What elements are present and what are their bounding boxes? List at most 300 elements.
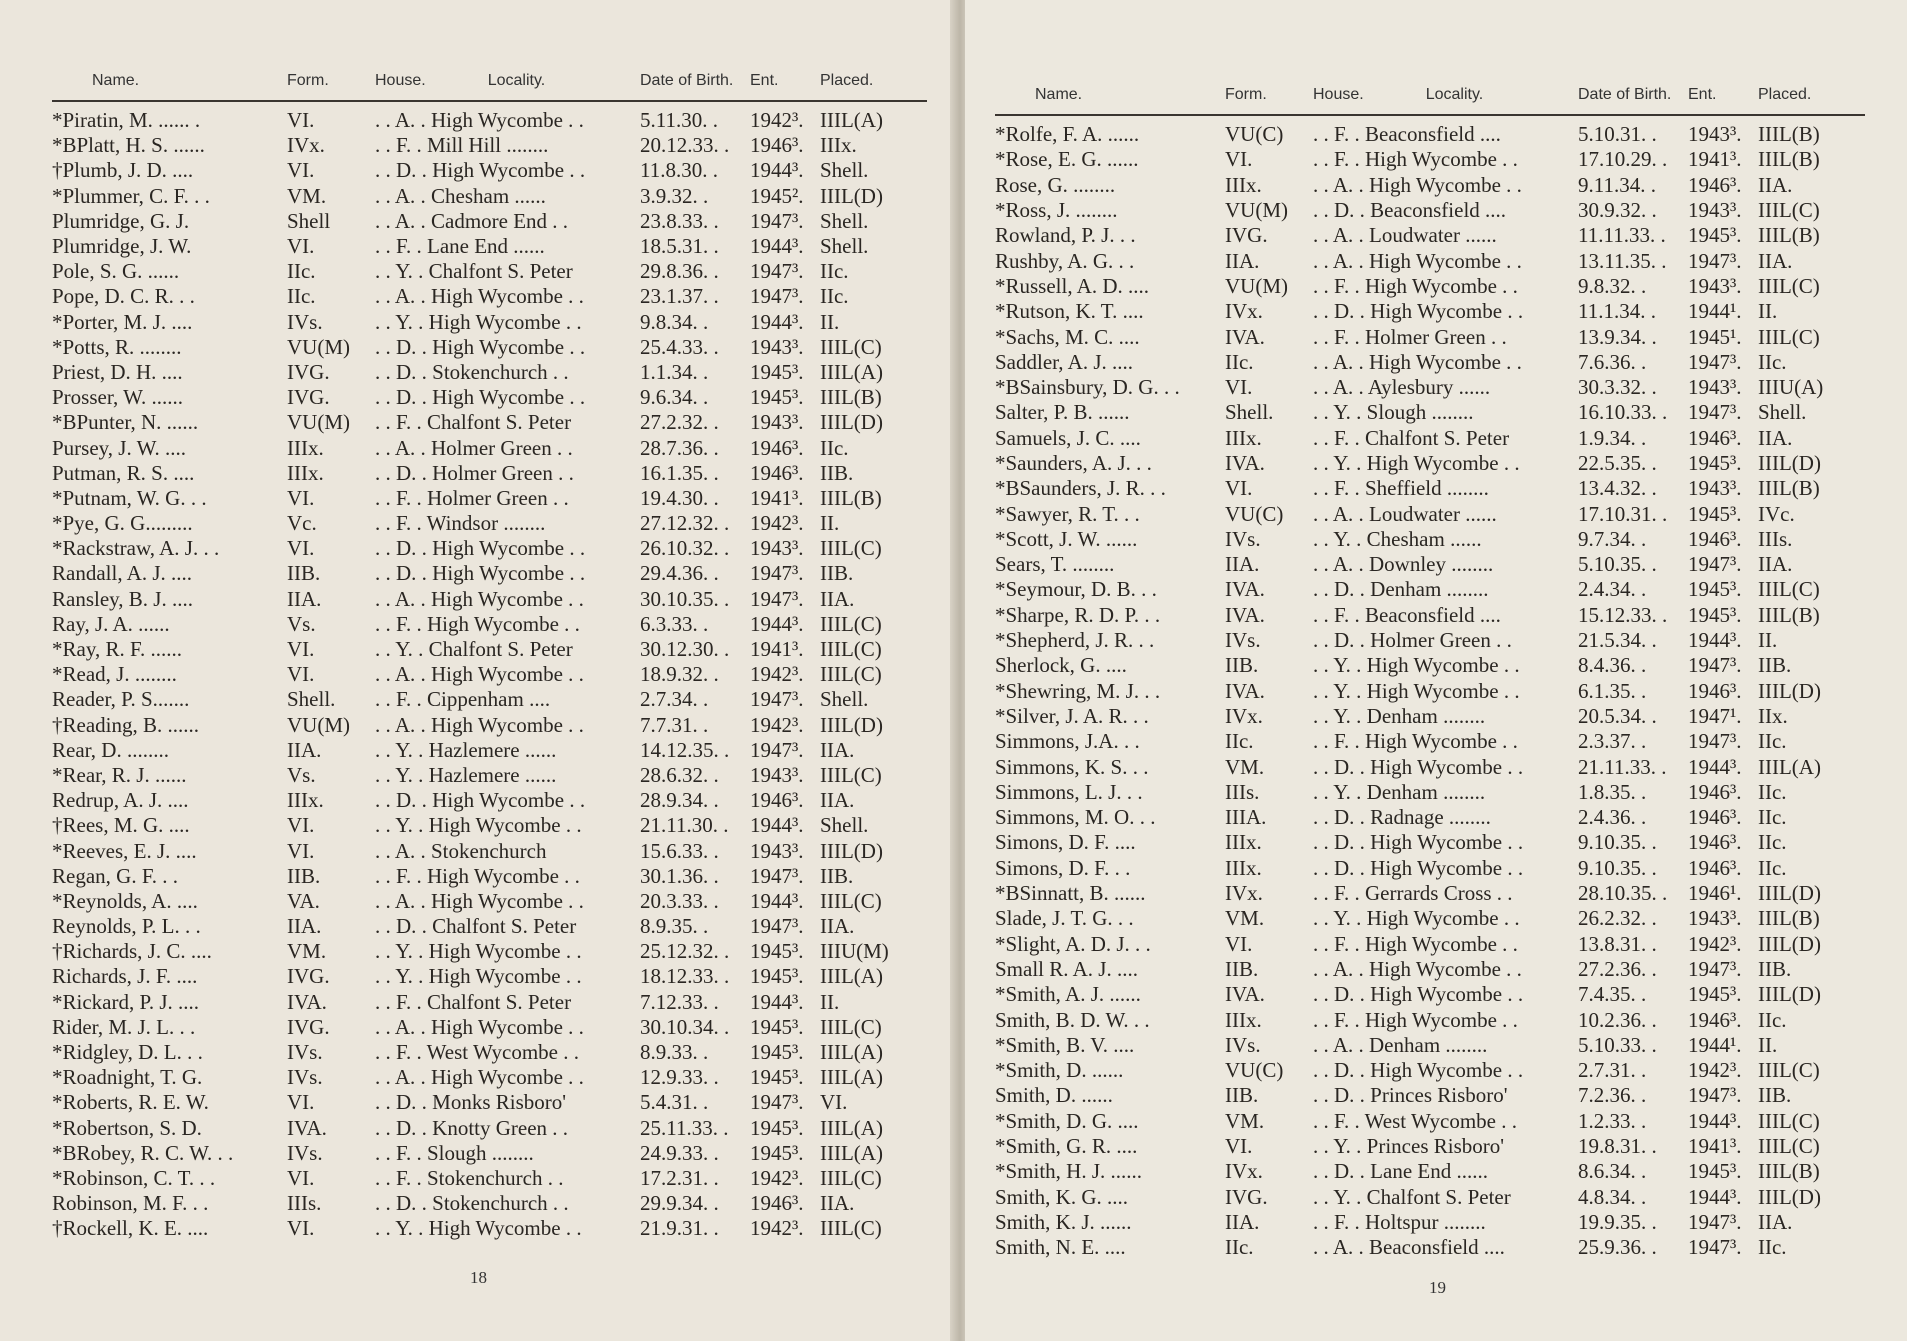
- cell-placed: IIc.: [1758, 830, 1787, 855]
- cell-dob: 26.2.32. .: [1578, 906, 1657, 931]
- table-row: [52, 713, 927, 738]
- cell-placed: IIB.: [1758, 956, 1792, 981]
- cell-ent: 1947³.: [1688, 349, 1742, 374]
- cell-placed: IIIL(C): [820, 1165, 882, 1190]
- table-row: [995, 1033, 1865, 1058]
- cell-dob: 5.10.31. .: [1578, 122, 1657, 147]
- cell-house-locality: . . F. . Chalfont S. Peter: [1313, 425, 1510, 450]
- cell-placed: IIIL(C): [1758, 1134, 1820, 1159]
- cell-placed: IIIx.: [820, 133, 857, 158]
- cell-placed: IIB.: [820, 561, 854, 586]
- cell-form: IVG.: [1225, 223, 1268, 248]
- table-row: [995, 426, 1865, 451]
- cell-placed: IIIL(C): [820, 1216, 882, 1241]
- cell-placed: IIIL(B): [1758, 147, 1820, 172]
- cell-house-locality: . . A. . Loudwater ......: [1313, 223, 1497, 248]
- table-row: [995, 198, 1865, 223]
- cell-dob: 17.10.31. .: [1578, 501, 1668, 526]
- cell-name: *Shewring, M. J. . .: [995, 678, 1161, 703]
- cell-ent: 1944¹.: [1688, 299, 1742, 324]
- cell-placed: IIA.: [1758, 172, 1793, 197]
- cell-placed: IIIL(C): [1758, 324, 1820, 349]
- cell-house-locality: . . Y. . High Wycombe . .: [1313, 906, 1520, 931]
- cell-ent: 1946³.: [750, 435, 804, 460]
- cell-form: IIIx.: [1225, 855, 1262, 880]
- cell-dob: 11.11.33. .: [1578, 223, 1666, 248]
- cell-name: Priest, D. H. ....: [52, 359, 183, 384]
- cell-house-locality: . . A. . Beaconsfield ....: [1313, 1235, 1505, 1260]
- cell-ent: 1947³.: [750, 259, 804, 284]
- cell-form: IVA.: [1225, 982, 1265, 1007]
- cell-form: VI.: [287, 1216, 315, 1241]
- cell-ent: 1946¹.: [1688, 881, 1742, 906]
- cell-ent: 1947³.: [750, 1090, 804, 1115]
- header-house: House.: [375, 72, 426, 89]
- cell-dob: 16.10.33. .: [1578, 400, 1668, 425]
- cell-name: *BSainsbury, D. G. . .: [995, 375, 1180, 400]
- cell-ent: 1942³.: [1688, 931, 1742, 956]
- cell-placed: IIc.: [1758, 349, 1787, 374]
- cell-form: IVs.: [1225, 1032, 1261, 1057]
- cell-placed: IIIL(A): [820, 1040, 883, 1065]
- cell-form: IVx.: [1225, 881, 1263, 906]
- cell-house-locality: . . D. . High Wycombe . .: [1313, 830, 1524, 855]
- table-row: [995, 375, 1865, 400]
- table-row: [52, 738, 927, 763]
- cell-name: *Rose, E. G. ......: [995, 147, 1139, 172]
- table-row: [995, 1058, 1865, 1083]
- cell-placed: IIIL(A): [820, 359, 883, 384]
- header-form: Form.: [1225, 86, 1267, 103]
- cell-placed: IIc.: [820, 259, 849, 284]
- table-row: [52, 234, 927, 259]
- cell-dob: 2.4.34. .: [1578, 577, 1647, 602]
- cell-house-locality: . . Y. . Slough ........: [1313, 400, 1474, 425]
- cell-name: Simmons, M. O. . .: [995, 805, 1156, 830]
- cell-placed: IIA.: [820, 914, 855, 939]
- cell-form: VA.: [287, 888, 320, 913]
- cell-form: VI.: [287, 485, 315, 510]
- cell-house-locality: . . F. . High Wycombe . .: [1313, 729, 1518, 754]
- cell-name: *Roberts, R. E. W.: [52, 1090, 209, 1115]
- cell-name: *Sharpe, R. D. P. . .: [995, 602, 1161, 627]
- cell-ent: 1941³.: [1688, 147, 1742, 172]
- cell-dob: 22.5.35. .: [1578, 451, 1657, 475]
- cell-dob: 5.11.30. .: [640, 108, 718, 133]
- cell-dob: 27.2.36. .: [1578, 956, 1657, 981]
- cell-house-locality: . . A. . High Wycombe . .: [375, 586, 584, 611]
- cell-placed: IIIL(C): [820, 536, 882, 561]
- column-header-row: [52, 72, 927, 101]
- cell-dob: 19.8.31. .: [1578, 1134, 1657, 1159]
- cell-house-locality: . . A. . Stokenchurch: [375, 838, 547, 863]
- cell-ent: 1945¹.: [1688, 324, 1742, 349]
- cell-placed: IIc.: [1758, 729, 1787, 754]
- cell-dob: 24.9.33. .: [640, 1140, 719, 1165]
- cell-name: †Rees, M. G. ....: [52, 813, 190, 838]
- cell-form: IIB.: [287, 561, 321, 586]
- cell-name: Randall, A. J. ....: [52, 561, 192, 586]
- header-house-locality: [375, 72, 640, 101]
- cell-dob: 9.11.34. .: [1578, 172, 1656, 197]
- cell-dob: 21.11.30. .: [640, 813, 729, 838]
- cell-dob: 25.4.33. .: [640, 334, 719, 359]
- table-row: [52, 788, 927, 813]
- cell-dob: 15.12.33. .: [1578, 602, 1668, 627]
- cell-placed: IIc.: [1758, 1007, 1787, 1032]
- cell-ent: 1947¹.: [1688, 703, 1742, 728]
- cell-dob: 21.5.34. .: [1578, 628, 1657, 653]
- cell-dob: 19.9.35. .: [1578, 1209, 1657, 1234]
- cell-ent: 1947³.: [750, 863, 804, 888]
- cell-house-locality: . . Y. . High Wycombe . .: [1313, 451, 1520, 475]
- cell-ent: 1946³.: [1688, 172, 1742, 197]
- cell-placed: IIc.: [1758, 805, 1787, 830]
- table-row: [995, 1235, 1865, 1260]
- cell-form: IIIx.: [1225, 1007, 1262, 1032]
- cell-form: Shell: [287, 208, 331, 233]
- cell-name: Prosser, W. ......: [52, 385, 184, 410]
- table-row: [52, 1141, 927, 1166]
- cell-form: VI.: [287, 158, 315, 183]
- cell-ent: 1945³.: [750, 385, 804, 410]
- table-row: [995, 299, 1865, 324]
- cell-ent: 1947³.: [750, 586, 804, 611]
- cell-dob: 20.12.33. .: [640, 133, 730, 158]
- cell-house-locality: . . F. . Slough ........: [375, 1140, 534, 1165]
- table-row: [52, 1040, 927, 1065]
- cell-name: Samuels, J. C. ....: [995, 425, 1141, 450]
- table-row: [995, 830, 1865, 855]
- table-row: [995, 780, 1865, 805]
- cell-dob: 14.12.35. .: [640, 737, 730, 762]
- cell-house-locality: . . F. . West Wycombe . .: [375, 1040, 579, 1065]
- cell-form: VI.: [1225, 147, 1253, 172]
- cell-ent: 1945².: [750, 183, 804, 208]
- cell-form: VI.: [287, 813, 315, 838]
- header-name: Name.: [1035, 86, 1083, 103]
- table-row: [52, 158, 927, 183]
- cell-dob: 27.12.32. .: [640, 511, 730, 536]
- table-row: [995, 932, 1865, 957]
- cell-form: IVG.: [287, 1014, 330, 1039]
- cell-name: Putman, R. S. ....: [52, 460, 195, 485]
- cell-ent: 1947³.: [1688, 1235, 1742, 1260]
- cell-placed: IIc.: [1758, 1235, 1787, 1260]
- cell-placed: IIIL(D): [820, 410, 883, 435]
- cell-ent: 1942³.: [1688, 1058, 1742, 1083]
- cell-ent: 1945³.: [1688, 577, 1742, 602]
- table-row: [52, 939, 927, 964]
- cell-form: IIIs.: [287, 1191, 322, 1216]
- cell-name: *Slight, A. D. J. . .: [995, 931, 1151, 956]
- cell-house-locality: . . F. . Beaconsfield ....: [1313, 602, 1501, 627]
- cell-form: IVs.: [287, 309, 323, 334]
- pupil-register-table-left: [52, 72, 927, 1241]
- table-row: [52, 1116, 927, 1141]
- cell-form: IVA.: [1225, 324, 1265, 349]
- table-row: [995, 324, 1865, 349]
- table-row: [995, 1083, 1865, 1108]
- cell-house-locality: . . A. . Downley ........: [1313, 552, 1494, 577]
- cell-form: VU(M): [287, 410, 350, 435]
- header-placed: Placed.: [1758, 86, 1812, 103]
- cell-house-locality: . . D. . Lane End ......: [1313, 1159, 1488, 1184]
- cell-form: IVG.: [287, 359, 330, 384]
- cell-dob: 8.9.33. .: [640, 1040, 709, 1065]
- cell-house-locality: . . D. . High Wycombe . .: [375, 788, 586, 813]
- cell-dob: 30.3.32. .: [1578, 375, 1657, 400]
- cell-ent: 1945³.: [1688, 982, 1742, 1007]
- cell-house-locality: . . A. . High Wycombe . .: [375, 888, 584, 913]
- table-row: [995, 248, 1865, 273]
- cell-house-locality: . . F. . High Wycombe . .: [1313, 147, 1518, 172]
- table-row: [995, 881, 1865, 906]
- table-row: [995, 1134, 1865, 1159]
- cell-name: *BPlatt, H. S. ......: [52, 133, 205, 158]
- cell-placed: II.: [820, 989, 840, 1014]
- cell-placed: IIc.: [820, 435, 849, 460]
- cell-name: Simmons, K. S. . .: [995, 754, 1149, 779]
- cell-dob: 1.1.34. .: [640, 359, 709, 384]
- cell-house-locality: . . Y. . High Wycombe . .: [375, 964, 582, 989]
- cell-placed: IIB.: [1758, 653, 1792, 678]
- cell-name: Pole, S. G. ......: [52, 259, 180, 284]
- cell-form: VI.: [1225, 1134, 1253, 1159]
- table-row: [52, 838, 927, 863]
- cell-name: *Smith, D. ......: [995, 1058, 1124, 1083]
- cell-placed: IIIL(D): [820, 838, 883, 863]
- table-row: [52, 990, 927, 1015]
- cell-form: IVA.: [1225, 451, 1265, 475]
- cell-name: *Reynolds, A. ....: [52, 888, 198, 913]
- cell-dob: 6.3.33. .: [640, 611, 709, 636]
- cell-placed: IIIL(B): [1758, 476, 1820, 501]
- cell-placed: IIIL(D): [820, 183, 883, 208]
- cell-ent: 1945³.: [1688, 1159, 1742, 1184]
- cell-placed: IIIL(D): [1758, 678, 1821, 703]
- cell-ent: 1944³.: [750, 611, 804, 636]
- cell-form: VM.: [1225, 754, 1265, 779]
- table-row: [995, 451, 1865, 476]
- cell-dob: 28.7.36. .: [640, 435, 719, 460]
- cell-house-locality: . . D. . Knotty Green . .: [375, 1115, 569, 1140]
- cell-name: Plumridge, G. J.: [52, 208, 190, 233]
- cell-form: VU(C): [1225, 501, 1284, 526]
- cell-house-locality: . . D. . High Wycombe . .: [375, 536, 586, 561]
- cell-dob: 18.9.32. .: [640, 662, 719, 687]
- cell-house-locality: . . F. . Gerrards Cross . .: [1313, 881, 1513, 906]
- cell-form: VI.: [287, 662, 315, 687]
- cell-placed: IIA.: [820, 788, 855, 813]
- cell-form: IIIx.: [1225, 830, 1262, 855]
- cell-name: *Scott, J. W. ......: [995, 526, 1138, 551]
- cell-name: *Rackstraw, A. J. . .: [52, 536, 220, 561]
- cell-house-locality: . . D. . Stokenchurch . .: [375, 359, 569, 384]
- cell-dob: 23.8.33. .: [640, 208, 719, 233]
- cell-form: IIIs.: [1225, 779, 1260, 804]
- cell-form: IIc.: [1225, 1235, 1254, 1260]
- cell-form: IVs.: [287, 1065, 323, 1090]
- cell-ent: 1945³.: [750, 359, 804, 384]
- cell-dob: 13.4.32. .: [1578, 476, 1657, 501]
- cell-form: VI.: [1225, 375, 1253, 400]
- cell-ent: 1943³.: [1688, 476, 1742, 501]
- cell-name: *Shepherd, J. R. . .: [995, 628, 1155, 653]
- cell-form: VI.: [287, 637, 315, 662]
- cell-name: *Smith, A. J. ......: [995, 982, 1141, 1007]
- cell-dob: 13.9.34. .: [1578, 324, 1657, 349]
- cell-name: Saddler, A. J. ....: [995, 349, 1133, 374]
- cell-ent: 1944³.: [1688, 754, 1742, 779]
- cell-form: VU(M): [287, 334, 350, 359]
- cell-placed: IIIL(C): [820, 611, 882, 636]
- cell-house-locality: . . F. . Cippenham ....: [375, 687, 551, 712]
- cell-ent: 1944³.: [750, 813, 804, 838]
- cell-form: Shell.: [1225, 400, 1274, 425]
- cell-ent: 1947³.: [750, 737, 804, 762]
- cell-form: IVA.: [1225, 678, 1265, 703]
- cell-name: *Seymour, D. B. . .: [995, 577, 1157, 602]
- cell-form: VI.: [287, 234, 315, 259]
- cell-ent: 1945³.: [750, 964, 804, 989]
- cell-dob: 9.8.32. .: [1578, 273, 1647, 298]
- cell-ent: 1943³.: [750, 762, 804, 787]
- cell-dob: 1.2.33. .: [1578, 1108, 1647, 1133]
- cell-placed: IIIL(B): [1758, 906, 1820, 931]
- cell-ent: 1941³.: [750, 637, 804, 662]
- cell-ent: 1947³.: [750, 208, 804, 233]
- cell-placed: IIIL(C): [820, 662, 882, 687]
- table-row: [52, 612, 927, 637]
- cell-placed: IIB.: [820, 863, 854, 888]
- cell-placed: IIc.: [820, 284, 849, 309]
- cell-ent: 1944³.: [1688, 628, 1742, 653]
- cell-dob: 1.9.34. .: [1578, 425, 1647, 450]
- cell-dob: 8.4.36. .: [1578, 653, 1647, 678]
- cell-name: Sherlock, G. ....: [995, 653, 1127, 678]
- cell-name: Rose, G. ........: [995, 172, 1116, 197]
- cell-name: Simons, D. F. . .: [995, 855, 1131, 880]
- cell-ent: 1945³.: [750, 939, 804, 964]
- cell-name: *Smith, G. R. ....: [995, 1134, 1138, 1159]
- cell-form: IIc.: [287, 284, 316, 309]
- cell-form: VM.: [287, 939, 327, 964]
- right-page: [965, 0, 1907, 1341]
- cell-ent: 1947³.: [750, 561, 804, 586]
- cell-form: VU(M): [1225, 198, 1288, 223]
- cell-dob: 2.3.37. .: [1578, 729, 1647, 754]
- cell-dob: 7.7.31. .: [640, 712, 709, 737]
- table-row: [52, 763, 927, 788]
- cell-house-locality: . . A. . High Wycombe . .: [375, 1014, 584, 1039]
- cell-dob: 11.1.34. .: [1578, 299, 1656, 324]
- cell-name: *Russell, A. D. ....: [995, 273, 1150, 298]
- cell-dob: 2.4.36. .: [1578, 805, 1647, 830]
- cell-placed: IIc.: [1758, 855, 1787, 880]
- cell-placed: IIIL(B): [820, 485, 882, 510]
- cell-placed: VI.: [820, 1090, 848, 1115]
- cell-house-locality: . . Y. . High Wycombe . .: [375, 813, 582, 838]
- cell-form: IIc.: [287, 259, 316, 284]
- cell-house-locality: . . A. . High Wycombe . .: [375, 284, 584, 309]
- cell-placed: IIIL(D): [820, 712, 883, 737]
- cell-ent: 1944³.: [750, 309, 804, 334]
- table-row: [52, 259, 927, 284]
- cell-form: VM.: [1225, 906, 1265, 931]
- cell-name: *Putnam, W. G. . .: [52, 485, 207, 510]
- cell-ent: 1943³.: [1688, 375, 1742, 400]
- cell-house-locality: . . Y. . Hazlemere ......: [375, 737, 557, 762]
- cell-house-locality: . . F. . High Wycombe . .: [1313, 273, 1518, 298]
- cell-house-locality: . . Y. . Chalfont S. Peter: [1313, 1184, 1511, 1209]
- cell-house-locality: . . D. . Stokenchurch . .: [375, 1191, 569, 1216]
- cell-ent: 1942³.: [750, 108, 804, 133]
- cell-house-locality: . . D. . High Wycombe . .: [375, 334, 586, 359]
- cell-ent: 1942³.: [750, 511, 804, 536]
- cell-placed: IIA.: [1758, 425, 1793, 450]
- table-row: [52, 360, 927, 385]
- cell-ent: 1947³.: [1688, 1209, 1742, 1234]
- cell-form: IIA.: [1225, 552, 1260, 577]
- cell-form: IVx.: [287, 133, 325, 158]
- cell-placed: IIIL(C): [1758, 1058, 1820, 1083]
- cell-house-locality: . . D. . High Wycombe . .: [375, 561, 586, 586]
- table-row: [995, 628, 1865, 653]
- cell-ent: 1946³.: [1688, 1007, 1742, 1032]
- cell-dob: 17.2.31. .: [640, 1165, 719, 1190]
- cell-ent: 1944³.: [1688, 1184, 1742, 1209]
- cell-house-locality: . . D. . Monks Risboro': [375, 1090, 567, 1115]
- cell-house-locality: . . A. . Aylesbury ......: [1313, 375, 1491, 400]
- cell-name: Smith, K. G. ....: [995, 1184, 1129, 1209]
- cell-placed: IIA.: [820, 586, 855, 611]
- cell-dob: 9.7.34. .: [1578, 526, 1647, 551]
- header-name: Name.: [92, 72, 140, 89]
- cell-placed: IIIL(C): [820, 888, 882, 913]
- cell-form: IVA.: [1225, 602, 1265, 627]
- cell-ent: 1946³.: [750, 788, 804, 813]
- cell-ent: 1946³.: [1688, 805, 1742, 830]
- cell-form: IIB.: [287, 863, 321, 888]
- cell-ent: 1946³.: [1688, 855, 1742, 880]
- table-row: [52, 1216, 927, 1241]
- cell-dob: 7.12.33. .: [640, 989, 719, 1014]
- cell-house-locality: . . A. . High Wycombe . .: [375, 1065, 584, 1090]
- cell-name: *Smith, B. V. ....: [995, 1032, 1135, 1057]
- cell-placed: IIIL(B): [1758, 122, 1820, 147]
- cell-form: IIB.: [1225, 956, 1259, 981]
- cell-name: *Rear, R. J. ......: [52, 762, 187, 787]
- cell-ent: 1943³.: [1688, 273, 1742, 298]
- cell-house-locality: . . F. . High Wycombe . .: [375, 863, 580, 888]
- cell-form: IVG.: [1225, 1184, 1268, 1209]
- cell-dob: 26.10.32. .: [640, 536, 730, 561]
- cell-house-locality: . . A. . High Wycombe . .: [375, 712, 584, 737]
- table-row: [52, 335, 927, 360]
- cell-dob: 23.1.37. .: [640, 284, 719, 309]
- table-row: [52, 587, 927, 612]
- cell-ent: 1947³.: [1688, 400, 1742, 425]
- cell-ent: 1947³.: [1688, 653, 1742, 678]
- table-row: [52, 964, 927, 989]
- cell-house-locality: . . A. . Chesham ......: [375, 183, 546, 208]
- cell-dob: 29.8.36. .: [640, 259, 719, 284]
- cell-ent: 1944³.: [750, 888, 804, 913]
- table-row: [995, 476, 1865, 501]
- cell-dob: 30.10.35. .: [640, 586, 730, 611]
- cell-name: Smith, D. ......: [995, 1083, 1113, 1108]
